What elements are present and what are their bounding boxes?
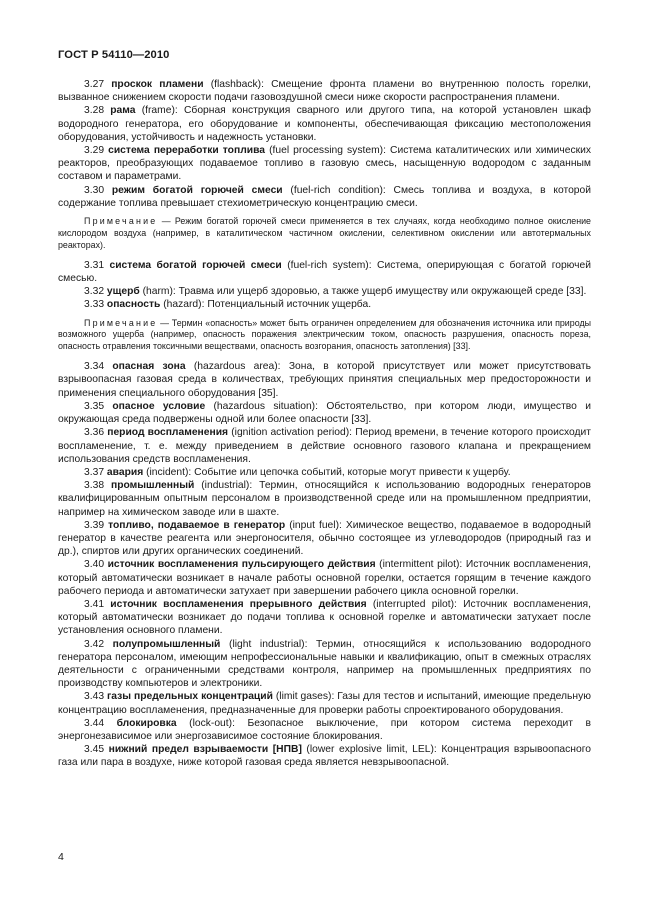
definition-3-39: 3.39 топливо, подаваемое в генератор (input fuel): Химическое вещество, подаваемое в водородный генератор в качестве реагента или энергоносителя, обычно состоящее из углеводородов (природный газ и др.), спиртов или других органических соединений. [58,519,591,558]
definition-3-37: 3.37 авария (incident): Событие или цепочка событий, которые могут привести к ущербу. [84,466,511,478]
definition-3-42: 3.42 полупромышленный (light industrial): Термин, относящийся к использованию водородного генератора персоналом, имеющим непрофессиональные навыки и квалификацию, опыт в смежных отраслях деятельности с ограниченными средствами контроля, например на промышленных предприятиях по производству компьютеров и электроники. [58,638,591,690]
term: проскок пламени [111,79,204,90]
standard-header: ГОСТ Р 54110—2010 [58,49,170,61]
term: авария [106,466,144,478]
term: опасность [106,299,161,311]
definition-3-34: 3.34 опасная зона (hazardous area): Зона, в которой присутствует или может присутствовать взрывоопасная газовая среда в количествах, требующих принятия специальных мер предосторожности и применения специального оборудования [35]. [58,361,591,399]
term: нижний предел взрываемости [НПВ] [108,744,302,756]
definition-3-44: 3.44 блокировка (lock-out): Безопасное выключение, при котором система переходит в энергонезависимое или энергозависимое состояние блокирования. [58,717,591,742]
definition-3-29: 3.29 система переработки топлива (fuel processing system): Система каталитических или химических реакторов, преобразующих подаваемое топливо в газовую смесь, насыщенную водородом с заданным составом и параметрами. [58,145,591,183]
term: рама [110,105,136,117]
definition-3-35: 3.35 опасное условие (hazardous situation): Обстоятельство, при котором люди, имущество и окружающая среда подвержены одной или более опасности [33]. [58,400,591,426]
term: блокировка [116,717,177,729]
definitions-body [58,78,591,770]
term: период воспламенения [107,427,229,439]
term: источник воспламенения пульсирующего действия [107,559,376,571]
term: система переработки топлива [108,145,265,157]
page-number: 4 [58,851,64,863]
definition-3-45: 3.45 нижний предел взрываемости [НПВ] (lower explosive limit, LEL): Концентрация взрывоопасного газа или пара в воздухе, ниже которой газовая среда является невзрывоопасной. [58,744,591,769]
term: газы предельных концентраций [107,691,273,703]
definition-3-32: 3.32 ущерб (harm): Травма или ущерб здоровью, а также ущерб имуществу или окружающей среде [33]. [84,286,587,298]
definition-3-38: 3.38 промышленный (industrial): Термин, относящийся к использованию водородных генераторов квалифицированным опытным персоналом в производственной среде или на промышленном предприятии, например на химическом заводе или в шахте. [58,480,591,518]
term: промышленный [110,480,195,492]
note-hazard: Примечание — Термин «опасность» может быть ограничен определением для обозначения источника или природы возможного ущерба (например, опасность поражения электрическим током, опасность разрушения, опасность пореза, опасность отравления токсичными веществами, опасность возгорания, опасность затопления) [33]. [58,317,591,352]
term: система богатой горючей смеси [109,259,282,271]
definition-3-28: 3.28 рама (frame): Сборная конструкция сварного или другого типа, на которой установлен шкаф водородного генератора, его оборудование и компоненты, обеспечивающая фиксацию местоположения оборудования, устойчивость и надежность установки. [58,105,591,143]
term: ущерб [106,286,140,298]
term: источник воспламенения прерывного действия [110,598,367,610]
term: полупромышленный [112,638,221,650]
definition-3-31: 3.31 система богатой горючей смеси (fuel-rich system): Система, оперирующая с богатой горючей смесью. [58,259,592,284]
term: топливо, подаваемое в генератор [108,519,286,531]
definition-3-33: 3.33 опасность (hazard): Потенциальный источник ущерба. [84,299,372,311]
term: опасная зона [112,361,186,373]
term: режим богатой горючей смеси [111,184,283,196]
note-fuel-rich: Примечание — Режим богатой горючей смеси применяется в тех случаях, когда необходимо полное окисление кислородом воздуха (например, в каталитическом частичном окислении, селективном окислении или автотермальных реакторах). [58,216,591,250]
definition-3-27: 3.27 проскок пламени (flashback): Смещение фронта пламени во внутреннюю полость горелки, вызванное снижением скорости подачи газовоздушной смеси ниже скорости распространения пламени. [58,79,591,104]
definition-3-36: 3.36 период воспламенения (ignition activation period): Период времени, в течение которого происходит воспламенение, т. е. между приведением в действие основного газового клапана и прекращением использования средств воспламенения. [58,427,591,465]
definition-3-30: 3.30 режим богатой горючей смеси (fuel-rich condition): Смесь топлива и воздуха, в которой содержание топлива превышает стехиометрическую концентрацию смеси. [58,184,591,209]
definition-3-43: 3.43 газы предельных концентраций (limit gases): Газы для тестов и испытаний, имеющие предельную концентрацию воспламенения, предназначенные для проверки работы спроектированого оборудования. [58,691,591,716]
definition-3-40: 3.40 источник воспламенения пульсирующего действия (intermittent pilot): Источник воспламенения, который автоматически возникает в начале работы основной горелки, остается горящим в течение каждого рабочего периода и автоматически затухает при завершении рабочего цикла основной горелки. [58,559,591,597]
term: опасное условие [112,400,206,412]
definition-3-41: 3.41 источник воспламенения прерывного действия (interrupted pilot): Источник воспламенения, который автоматически возникает до подачи топлива к основной горелке и автоматически затухает после установления основного пламени. [58,598,591,637]
